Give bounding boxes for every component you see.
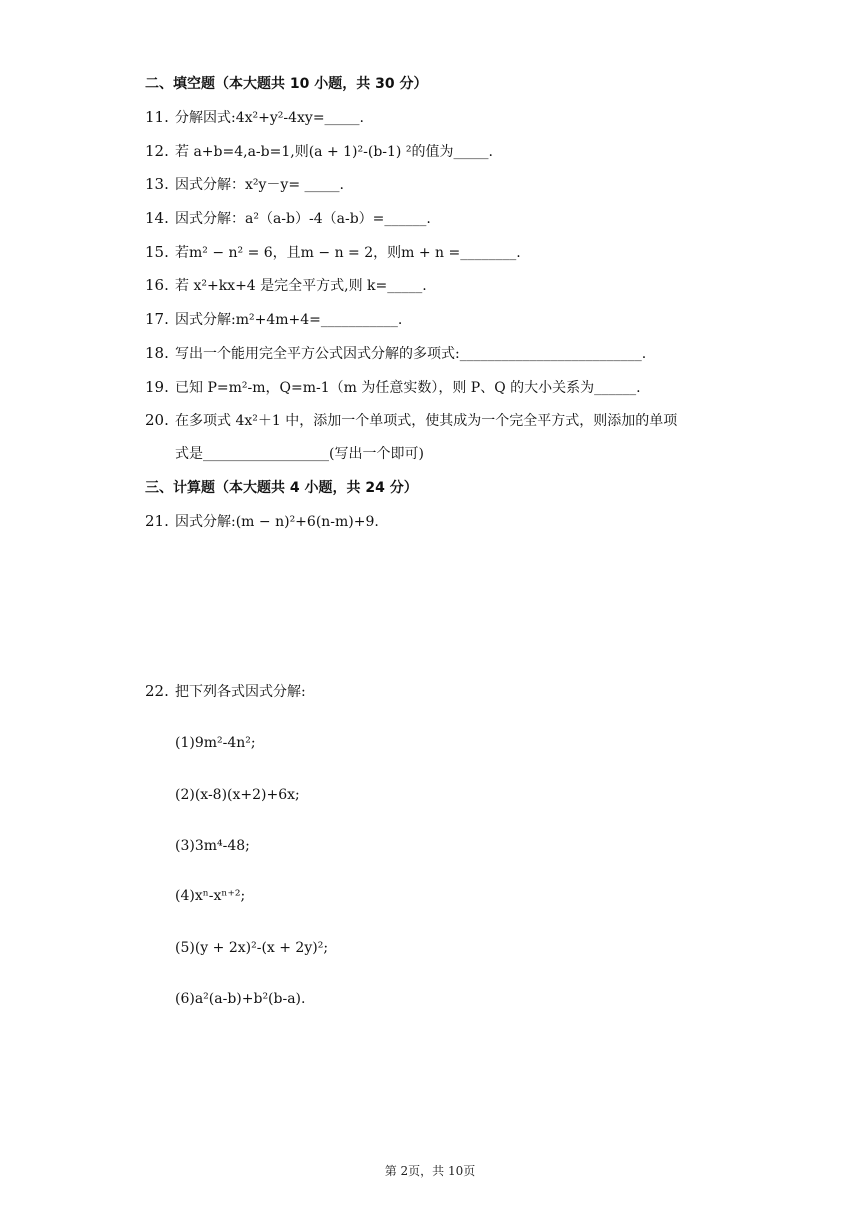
question-text: 把下列各式因式分解: (175, 684, 306, 700)
question-text: 若 a+b=4,a-b=1,则(a + 1)²-(b-1) ²的值为_____. (175, 144, 493, 160)
question-text: 分解因式:4x²+y²-4xy=_____. (175, 110, 365, 126)
question-22 (145, 681, 306, 702)
question-text: 若m² − n² = 6，且m − n = 2，则m + n =________. (175, 245, 521, 261)
question-text: 若 x²+kx+4 是完全平方式,则 k=_____. (175, 278, 427, 294)
sub-question-6: (6)a²(a-b)+b²(b-a). (175, 991, 306, 1007)
question-text: 因式分解：a²（a-b）-4（a-b）=______. (175, 211, 431, 227)
question-15 (145, 242, 521, 263)
sub-question-5: (5)(y + 2x)²-(x + 2y)²; (175, 940, 329, 956)
question-number: 13. (145, 175, 169, 193)
question-12 (145, 141, 493, 162)
sub-question-2: (2)(x-8)(x+2)+6x; (175, 787, 300, 803)
question-number: 11. (145, 108, 169, 126)
question-18 (145, 343, 646, 364)
question-number: 14. (145, 209, 169, 227)
question-number: 17. (145, 310, 169, 328)
question-text: 写出一个能用完全平方公式因式分解的多项式:__________________________. (175, 346, 647, 362)
question-17 (145, 309, 402, 330)
question-text: 在多项式 4x²＋1 中，添加一个单项式，使其成为一个完全平方式，则添加的单项 (175, 413, 678, 429)
question-20 (145, 410, 677, 431)
page-footer: 第 2页，共 10页 (384, 1164, 476, 1178)
question-number: 21. (145, 512, 169, 530)
question-11 (145, 107, 364, 128)
question-13 (145, 174, 344, 195)
question-number: 19. (145, 378, 169, 396)
question-16 (145, 275, 427, 296)
question-number: 20. (145, 411, 169, 429)
question-19 (145, 377, 641, 398)
question-number: 22. (145, 682, 169, 700)
question-text: 因式分解：x²y－y= _____. (175, 177, 344, 193)
question-text: 已知 P=m²-m，Q=m-1（m 为任意实数），则 P、Q 的大小关系为______. (175, 380, 641, 396)
sub-question-1: (1)9m²-4n²; (175, 735, 256, 751)
question-14 (145, 208, 431, 229)
question-text: 因式分解:m²+4m+4=___________. (175, 312, 403, 328)
question-number: 15. (145, 243, 169, 261)
question-text: 因式分解:(m − n)²+6(n-m)+9. (175, 514, 379, 530)
question-21 (145, 511, 379, 532)
sub-question-3: (3)3m⁴-48; (175, 838, 250, 854)
question-number: 18. (145, 344, 169, 362)
question-number: 12. (145, 142, 169, 160)
question-20-continuation: 式是__________________(写出一个即可) (175, 446, 424, 462)
section-title-fill-in: 二、填空题（本大题共 10 小题，共 30 分） (145, 76, 428, 92)
question-number: 16. (145, 276, 169, 294)
sub-question-4: (4)xⁿ-xⁿ⁺²; (175, 888, 246, 904)
section-title-calculation: 三、计算题（本大题共 4 小题，共 24 分） (145, 480, 418, 496)
